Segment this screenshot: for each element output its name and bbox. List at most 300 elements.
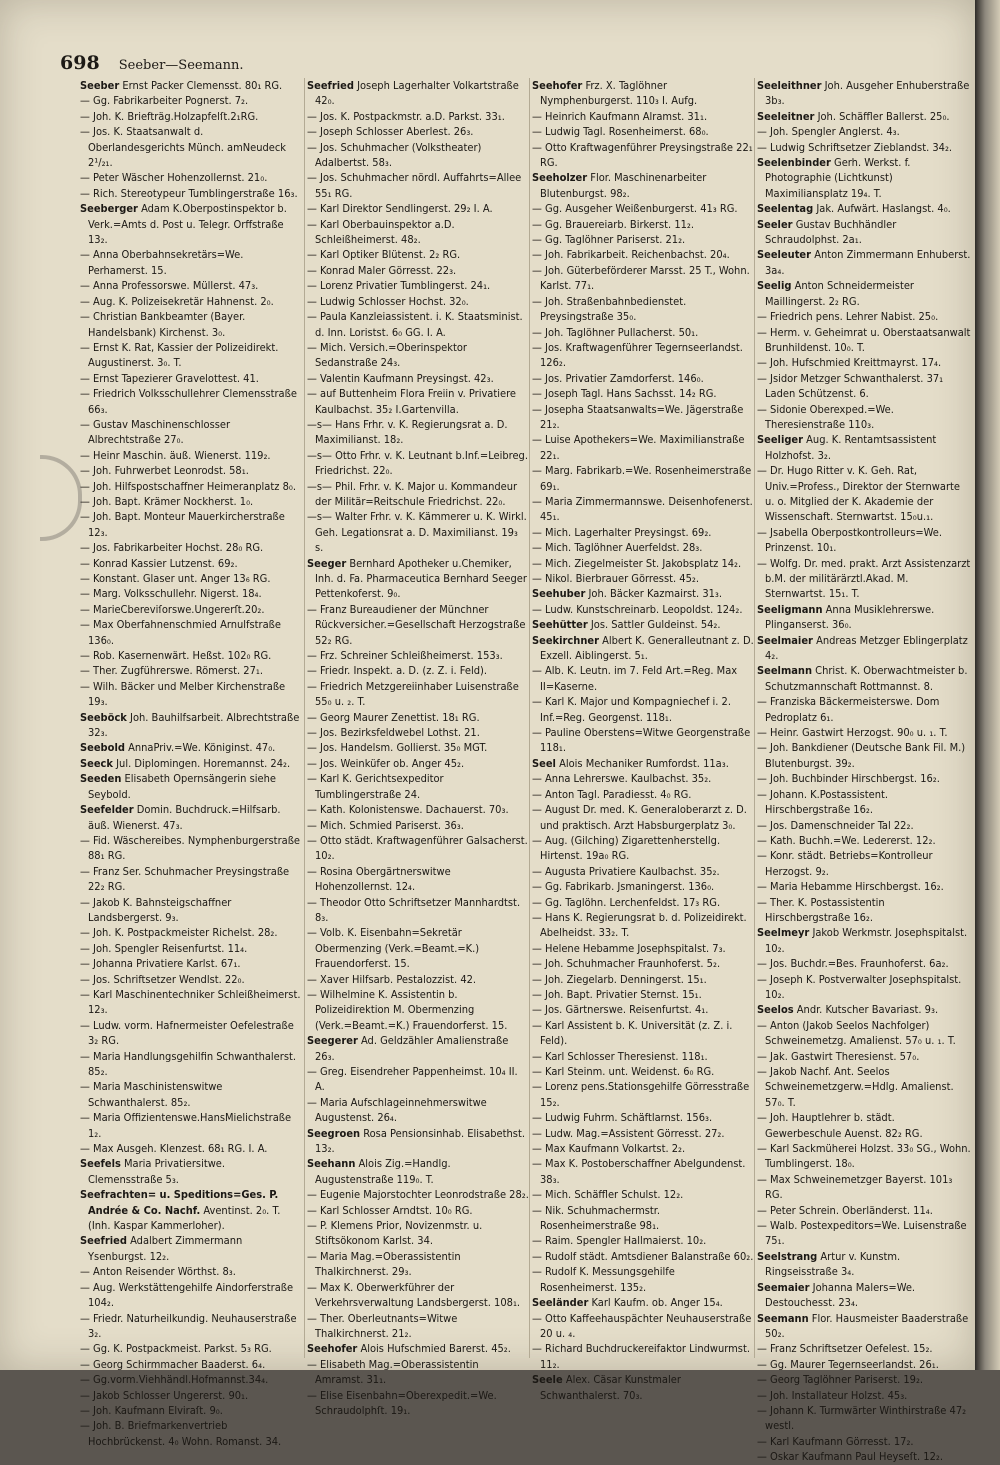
directory-entry bbox=[307, 740, 529, 755]
entry-details: — Joh. K. Briefträg.Holzapfelſt.2₁RG. bbox=[80, 109, 259, 123]
directory-entry bbox=[307, 602, 529, 648]
entry-details: —s— Otto Frhr. v. K. Leutnant b.Inf.=Leibreg. Friedrichst. 22₀. bbox=[307, 448, 528, 478]
entry-details: — Ludw. vorm. Hafnermeister Oefelestraße 3₂ RG. bbox=[80, 1018, 294, 1048]
entry-details: Anton Zimmermann Enhuberst. 3a₄. bbox=[765, 248, 971, 277]
directory-entry bbox=[80, 771, 302, 802]
entry-details: — Ludw. Kunstschreinarb. Leopoldst. 124₂. bbox=[532, 602, 743, 616]
directory-entry bbox=[757, 771, 971, 786]
directory-entry bbox=[532, 617, 754, 632]
directory-entry bbox=[307, 710, 529, 725]
entry-details: — Marg. Volksschullehr. Nigerst. 18₄. bbox=[80, 587, 262, 601]
directory-entry bbox=[307, 756, 529, 771]
directory-entry bbox=[80, 925, 302, 940]
directory-entry bbox=[307, 140, 529, 171]
entry-details: — Friedrich pens. Lehrer Nabist. 25₀. bbox=[757, 310, 939, 324]
column-1 bbox=[80, 78, 302, 1448]
directory-entry bbox=[532, 170, 754, 201]
directory-entry bbox=[532, 833, 754, 864]
entry-details: — Valentin Kaufmann Preysingst. 42₃. bbox=[307, 371, 494, 385]
directory-entry bbox=[80, 1341, 302, 1356]
directory-entry bbox=[757, 1064, 971, 1110]
directory-entry bbox=[307, 217, 529, 248]
entry-details: — Jak. Gastwirt Theresienst. 57₀. bbox=[757, 1049, 920, 1063]
directory-entry bbox=[757, 140, 971, 155]
directory-entry bbox=[757, 972, 971, 1003]
directory-entry bbox=[307, 1357, 529, 1388]
entry-surname: Seeleitner bbox=[757, 109, 815, 123]
directory-entry bbox=[532, 586, 754, 601]
directory-entry bbox=[532, 1141, 754, 1156]
directory-entry bbox=[80, 679, 302, 710]
directory-entry bbox=[307, 1218, 529, 1249]
entry-details: — Konrad Maler Görresst. 22₃. bbox=[307, 263, 457, 277]
entry-surname: Seelenbinder bbox=[757, 156, 831, 170]
entry-details: Anna Musiklehrerswe. Plinganserst. 36₀. bbox=[765, 602, 935, 632]
directory-entry bbox=[307, 987, 529, 1033]
entry-details: — Gg. Taglöhner Pariserst. 21₂. bbox=[532, 233, 686, 247]
entry-details: — Jos. Kraftwagenführer Tegernseerlandst. 126₂. bbox=[532, 340, 743, 370]
directory-entry bbox=[80, 1110, 302, 1141]
directory-entry bbox=[80, 556, 302, 571]
entry-details: — Joh. Buchbinder Hirschbergst. 16₂. bbox=[757, 772, 940, 786]
directory-entry bbox=[757, 556, 971, 602]
entry-details: — Joseph K. Postverwalter Josephspitalst. 10₂. bbox=[757, 972, 962, 1001]
entry-surname: Seeleuter bbox=[757, 248, 812, 262]
entry-details: — Jos. Schuhmacher nördl. Auffahrts=Allee 55₁ RG. bbox=[307, 171, 522, 200]
entry-details: Jakob Werkmstr. Josephspitalst. 10₂. bbox=[765, 926, 968, 955]
entry-surname: Seefrachten= u. Speditions=Ges. P. Andrée & Co. Nachf. bbox=[80, 1188, 279, 1217]
entry-details: — Herm. v. Geheimrat u. Oberstaatsanwalt Brunhildenst. 10₀. T. bbox=[757, 325, 971, 354]
entry-surname: Seelos bbox=[757, 1003, 794, 1017]
directory-entry bbox=[80, 201, 302, 247]
directory-entry bbox=[532, 1110, 754, 1125]
directory-entry bbox=[532, 802, 754, 833]
directory-entry bbox=[80, 941, 302, 956]
entry-details: — Jos. Schriftsetzer Wendlst. 22₀. bbox=[80, 972, 245, 986]
entry-details: Joh. Bäcker Kazmairst. 31₃. bbox=[585, 587, 723, 601]
entry-details: — Frz. Schreiner Schleißheimerst. 153₃. bbox=[307, 649, 503, 663]
entry-surname: Seefelder bbox=[80, 803, 134, 817]
entry-details: Flor. Maschinenarbeiter Blutenburgst. 98₂. bbox=[540, 171, 707, 200]
entry-details: — Ludw. Mag.=Assistent Görresst. 27₂. bbox=[532, 1126, 725, 1140]
directory-entry bbox=[307, 1341, 529, 1356]
entry-details: — Joh. Straßenbahnbedienstet. Preysingstraße 35₀. bbox=[532, 294, 687, 324]
entry-details: Maria Privatiersitwe. Clemensstraße 5₃. bbox=[88, 1157, 226, 1186]
directory-entry bbox=[757, 694, 971, 725]
entry-details: — Joh. Spengler Anglerst. 4₃. bbox=[757, 125, 900, 139]
entry-surname: Seemaier bbox=[757, 1280, 810, 1294]
entry-details: — Max Schweinemetzger Bayerst. 101₃ RG. bbox=[757, 1172, 953, 1202]
entry-details: Joh. Ausgeher Enhuberstraße 3b₃. bbox=[765, 79, 970, 108]
directory-entry bbox=[757, 109, 971, 124]
directory-entry bbox=[532, 1187, 754, 1202]
directory-entry bbox=[80, 509, 302, 540]
directory-entry bbox=[80, 1403, 302, 1418]
entry-details: — Elise Eisenbahn=Oberexpedit.=We. Schraudolphſt. 19₁. bbox=[307, 1388, 497, 1417]
entry-surname: Seehuber bbox=[532, 587, 586, 601]
entry-surname: Seeländer bbox=[532, 1296, 589, 1310]
entry-details: — Maria Aufschlageinnehmerswitwe Augustenst. 26₄. bbox=[307, 1095, 487, 1125]
entry-details: — Friedr. Naturheilkundig. Neuhauserstraße 3₂. bbox=[80, 1311, 297, 1340]
directory-entry bbox=[80, 1372, 302, 1387]
entry-details: — Karl K. Gerichtsexpeditor Tumblingerstraße 24. bbox=[307, 772, 444, 801]
entry-details: — Friedrich Volksschullehrer Clemensstraße 66₃. bbox=[80, 387, 297, 416]
entry-details: — Dr. Hugo Ritter v. K. Geh. Rat, Univ.=Profess., Direktor der Sternwarte u. o. Mitglied der K. Akademie der Wissenschaft. Sternwartst. 15₀u.₁. bbox=[757, 464, 960, 524]
directory-entry bbox=[532, 694, 754, 725]
entry-details: — Joh. Hilfspostschaffner Heimeranplatz 8₀. bbox=[80, 479, 296, 493]
entry-details: — Max Oberfahnenschmied Arnulfstraße 136₀. bbox=[80, 618, 282, 647]
column-divider bbox=[304, 78, 305, 1358]
directory-entry bbox=[307, 124, 529, 139]
entry-surname: Seeholzer bbox=[532, 171, 588, 185]
directory-entry bbox=[757, 1280, 971, 1311]
entry-details: — Karl Schlosser Theresienst. 118₁. bbox=[532, 1049, 708, 1063]
entry-details: —s— Phil. Frhr. v. K. Major u. Kommandeur der Militär=Reitschule Friedrichst. 22₀. bbox=[307, 479, 518, 508]
directory-entry bbox=[532, 725, 754, 756]
entry-details: — Pauline Oberstens=Witwe Georgenstraße 118₁. bbox=[532, 726, 751, 755]
directory-entry bbox=[757, 925, 971, 956]
directory-entry bbox=[80, 1187, 302, 1233]
directory-entry bbox=[757, 201, 971, 216]
directory-entry bbox=[307, 278, 529, 293]
entry-details: — Gg. Brauereiarb. Birkerst. 11₂. bbox=[532, 217, 695, 231]
entry-surname: Seehofer bbox=[532, 79, 583, 92]
directory-entry bbox=[757, 217, 971, 248]
entry-details: — Konrad Kassier Lutzenst. 69₂. bbox=[80, 556, 238, 570]
entry-details: — Friedr. Inspekt. a. D. (z. Z. i. Feld). bbox=[307, 664, 487, 678]
entry-surname: Seel bbox=[532, 756, 556, 770]
directory-entry bbox=[532, 247, 754, 262]
directory-entry bbox=[757, 663, 971, 694]
directory-entry bbox=[80, 586, 302, 601]
directory-entry bbox=[532, 956, 754, 971]
entry-details: — Elisabeth Mag.=Oberassistentin Amramst. 31₁. bbox=[307, 1357, 479, 1387]
entry-details: — Wilh. Bäcker und Melber Kirchenstraße 19₃. bbox=[80, 679, 286, 709]
entry-details: — Franziska Bäckermeisterswe. Dom Pedroplatz 6₁. bbox=[757, 695, 940, 724]
directory-entry bbox=[80, 170, 302, 185]
directory-entry bbox=[307, 294, 529, 309]
entry-details: — Heinrich Kaufmann Alramst. 31₁. bbox=[532, 109, 708, 123]
directory-entry bbox=[757, 463, 971, 525]
directory-entry bbox=[307, 417, 529, 448]
entry-details: — Richard Buchdruckereifaktor Lindwurmst. 11₂. bbox=[532, 1342, 750, 1371]
entry-details: — Karl Kaufmann Görresst. 17₂. bbox=[757, 1434, 914, 1448]
entry-details: — Walb. Postexpeditors=We. Luisenstraße 75₁. bbox=[757, 1219, 967, 1248]
entry-surname: Seelmeyr bbox=[757, 926, 810, 940]
directory-entry bbox=[80, 417, 302, 448]
entry-details: — Gg. Maurer Tegernseerlandst. 26₁. bbox=[757, 1357, 939, 1371]
directory-entry bbox=[757, 1203, 971, 1218]
entry-details: — Jos. K. Staatsanwalt d. Oberlandesgerichts Münch. amNeudeck 2¹/₂₁. bbox=[80, 125, 287, 170]
directory-entry bbox=[757, 602, 971, 633]
entry-details: — Karl Oberbauinspektor a.D. Schleißheimerst. 48₂. bbox=[307, 217, 455, 247]
directory-entry bbox=[307, 371, 529, 386]
directory-entry bbox=[80, 972, 302, 987]
entry-details: — Max Kaufmann Volkartst. 2₂. bbox=[532, 1142, 686, 1156]
directory-entry bbox=[307, 818, 529, 833]
page-number: 698 bbox=[60, 52, 100, 74]
entry-details: Jul. Diplomingen. Horemannst. 24₂. bbox=[113, 756, 291, 770]
directory-entry bbox=[757, 895, 971, 926]
entry-surname: Seehann bbox=[307, 1157, 356, 1171]
directory-entry bbox=[532, 771, 754, 786]
entry-details: Karl Kaufm. ob. Anger 15₄. bbox=[588, 1296, 723, 1310]
entry-details: Frz. X. Taglöhner Nymphenburgerst. 110₃ I. Aufg. bbox=[540, 79, 698, 108]
entry-details: — August Dr. med. K. Generaloberarzt z. D. und praktisch. Arzt Habsburgerplatz 3₀. bbox=[532, 803, 747, 832]
entry-details: — Mich. Lagerhalter Preysingst. 69₂. bbox=[532, 525, 712, 539]
entry-surname: Seelentag bbox=[757, 202, 814, 216]
entry-surname: Seeler bbox=[757, 217, 793, 231]
entry-details: Jak. Aufwärt. Haslangst. 4₀. bbox=[813, 202, 951, 216]
directory-entry bbox=[307, 247, 529, 262]
entry-details: — Karl Optiker Blütenst. 2₂ RG. bbox=[307, 248, 461, 262]
entry-details: — Rudolf städt. Amtsdiener Balanstraße 60₂. bbox=[532, 1249, 754, 1263]
entry-details: — Joh. Fabrikarbeit. Reichenbachst. 20₄. bbox=[532, 248, 730, 262]
entry-details: — Joseph Schlosser Aberlest. 26₃. bbox=[307, 125, 474, 139]
directory-entry bbox=[80, 740, 302, 755]
directory-entry bbox=[757, 325, 971, 356]
entry-details: — Jakob K. Bahnsteigschaffner Landsbergerst. 9₃. bbox=[80, 895, 232, 924]
entry-details: — Maria Offizientenswe.HansMielichstraße 1₂. bbox=[80, 1111, 292, 1140]
directory-entry bbox=[80, 1264, 302, 1279]
entry-details: Elisabeth Opernsängerin siehe Seybold. bbox=[88, 772, 276, 801]
entry-details: — Josepha Staatsanwalts=We. Jägerstraße 21₂. bbox=[532, 402, 744, 431]
entry-surname: Seebold bbox=[80, 741, 125, 755]
directory-entry bbox=[80, 617, 302, 648]
entry-details: Anton Schneidermeister Maillingerst. 2₂ RG. bbox=[765, 279, 914, 308]
directory-entry bbox=[80, 386, 302, 417]
directory-entry bbox=[80, 93, 302, 108]
directory-entry bbox=[80, 663, 302, 678]
entry-details: — Joh. Installateur Holzst. 45₃. bbox=[757, 1388, 908, 1402]
directory-entry bbox=[532, 663, 754, 694]
entry-surname: Seelstrang bbox=[757, 1249, 818, 1263]
entry-details: — Karl Sackmüherei Holzst. 33₀ SG., Wohn. Tumblingerst. 18₀. bbox=[757, 1142, 971, 1171]
directory-entry bbox=[307, 648, 529, 663]
directory-entry bbox=[757, 848, 971, 879]
directory-entry bbox=[532, 540, 754, 555]
entry-details: Joh. Bauhilfsarbeit. Albrechtstraße 32₃. bbox=[88, 710, 300, 740]
entry-details: — Joh. B. Briefmarkenvertrieb Hochbrückenst. 4₀ Wohn. Romanst. 34. bbox=[80, 1419, 282, 1448]
directory-entry bbox=[307, 78, 529, 109]
directory-entry bbox=[532, 879, 754, 894]
entry-details: — Gg. K. Postpackmeist. Parkst. 5₃ RG. bbox=[80, 1342, 272, 1356]
directory-entry bbox=[757, 740, 971, 771]
entry-details: Domin. Buchdruck.=Hilfsarb. äuß. Wienerst. 47₃. bbox=[88, 803, 281, 832]
entry-details: Joh. Schäffler Ballerst. 25₀. bbox=[814, 109, 950, 123]
directory-entry bbox=[532, 1018, 754, 1049]
entry-details: — Franz Bureaudiener der Münchner Rückversicher.=Gesellschaft Herzogstraße 52₂ RG. bbox=[307, 602, 526, 647]
entry-details: — Luise Apothekers=We. Maximilianstraße 22₁. bbox=[532, 433, 745, 462]
entry-surname: Seegerer bbox=[307, 1034, 358, 1048]
entry-surname: Seefels bbox=[80, 1157, 121, 1171]
directory-entry bbox=[532, 325, 754, 340]
directory-entry bbox=[307, 1203, 529, 1218]
entry-details: — Anna Oberbahnsekretärs=We. Perhamerst. 15. bbox=[80, 248, 244, 277]
directory-entry bbox=[307, 925, 529, 971]
directory-entry bbox=[757, 432, 971, 463]
entry-details: — Joh. Kaufmann Elviraſt. 9₀. bbox=[80, 1403, 223, 1417]
entry-details: Andreas Metzger Eblingerplatz 4₂. bbox=[765, 633, 968, 663]
entry-details: — Nikol. Bierbrauer Görresst. 45₂. bbox=[532, 572, 699, 585]
entry-surname: Seegroen bbox=[307, 1126, 361, 1140]
directory-entry bbox=[757, 525, 971, 556]
entry-details: — Anna Professorswe. Müllerst. 47₃. bbox=[80, 279, 259, 293]
entry-details: — Jos. K. Postpackmstr. a.D. Parkst. 33₁. bbox=[307, 109, 505, 123]
directory-entry bbox=[532, 910, 754, 941]
entry-details: Christ. K. Oberwachtmeister b. Schutzmannschaft Rottmannst. 8. bbox=[765, 664, 968, 693]
directory-entry bbox=[307, 1156, 529, 1187]
directory-entry bbox=[532, 787, 754, 802]
entry-details: — Theodor Otto Schriftsetzer Mannhardtst. 8₃. bbox=[307, 895, 521, 924]
entry-details: — Gustav Maschinenschlosser Albrechtstraße 27₀. bbox=[80, 417, 231, 447]
entry-details: — Ludwig Fuhrm. Schäftlarnst. 156₃. bbox=[532, 1111, 713, 1125]
directory-entry bbox=[757, 1372, 971, 1387]
directory-entry bbox=[307, 448, 529, 479]
directory-entry bbox=[80, 864, 302, 895]
directory-entry bbox=[532, 1156, 754, 1187]
entry-surname: Seehofer bbox=[307, 1342, 358, 1356]
entry-surname: Seeligmann bbox=[757, 602, 823, 616]
entry-surname: Seele bbox=[532, 1373, 563, 1387]
directory-entry bbox=[532, 941, 754, 956]
entry-surname: Seeböck bbox=[80, 710, 127, 724]
column-divider bbox=[529, 78, 530, 1358]
directory-entry bbox=[532, 232, 754, 247]
directory-entry bbox=[80, 571, 302, 586]
entry-details: — Johanna Privatiere Karlst. 67₁. bbox=[80, 957, 241, 971]
entry-details: — Greg. Eisendreher Pappenheimst. 10₄ II. A. bbox=[307, 1065, 518, 1094]
directory-entry bbox=[80, 833, 302, 864]
entry-details: Flor. Hausmeister Baaderstraße 50₂. bbox=[765, 1311, 969, 1340]
entry-details: — Georg Maurer Zenettist. 18₁ RG. bbox=[307, 710, 480, 724]
entry-details: Alois Zig.=Handlg. Augustenstraße 119₀. T. bbox=[315, 1157, 451, 1186]
entry-details: — Maria Hebamme Hirschbergst. 16₂. bbox=[757, 880, 944, 894]
running-head: Seeber—Seemann. bbox=[118, 58, 244, 73]
directory-entry bbox=[757, 1218, 971, 1249]
column-2 bbox=[307, 78, 529, 1417]
directory-entry bbox=[757, 78, 971, 109]
entry-details: — Jos. Bezirksfeldwebel Lothst. 21. bbox=[307, 726, 480, 740]
entry-details: — Mich. Ziegelmeister St. Jakobsplatz 14₂. bbox=[532, 556, 742, 570]
entry-details: — Mich. Versich.=Oberinspektor Sedanstraße 24₃. bbox=[307, 340, 467, 370]
entry-details: — Otto Kraftwagenführer Preysingstraße 22₁ RG. bbox=[532, 140, 753, 170]
directory-entry bbox=[80, 1388, 302, 1403]
directory-entry bbox=[757, 1357, 971, 1372]
entry-details: — Sidonie Oberexped.=We. Theresienstraße 110₃. bbox=[757, 402, 894, 431]
entry-details: — Jos. Damenschneider Tal 22₂. bbox=[757, 818, 914, 832]
directory-entry bbox=[757, 1049, 971, 1064]
entry-details: — Joh. Bapt. Krämer Nockherst. 1₀. bbox=[80, 494, 254, 508]
entry-details: — Paula Kanzleiassistent. i. K. Staatsminist. d. Inn. Loristst. 6₀ GG. I. A. bbox=[307, 310, 523, 339]
directory-entry bbox=[532, 140, 754, 171]
entry-details: Adam K.Oberpostinspektor b. Verk.=Amts d. Post u. Telegr. Orffstraße 13₂. bbox=[88, 202, 287, 247]
directory-entry bbox=[757, 1141, 971, 1172]
entry-details: — Jos. Buchdr.=Bes. Fraunhoferst. 6a₂. bbox=[757, 957, 949, 971]
directory-entry bbox=[307, 1064, 529, 1095]
entry-details: — Augusta Privatiere Kaulbachst. 35₂. bbox=[532, 864, 720, 878]
directory-entry bbox=[532, 1341, 754, 1372]
directory-entry bbox=[80, 895, 302, 926]
entry-details: — Gg. Taglöhn. Lerchenfeldst. 17₃ RG. bbox=[532, 895, 721, 909]
directory-entry bbox=[532, 1372, 754, 1403]
entry-details: — Joh. Fuhrwerbet Leonrodst. 58₁. bbox=[80, 464, 249, 478]
directory-entry bbox=[307, 1095, 529, 1126]
directory-entry bbox=[80, 479, 302, 494]
entry-details: Aventinst. 2₀. T. (Inh. Kaspar Kammerloher). bbox=[88, 1203, 281, 1233]
entry-details: — Mich. Taglöhner Auerfeldst. 28₃. bbox=[532, 541, 703, 555]
entry-details: — Joh. Hufschmied Kreittmayrst. 17₄. bbox=[757, 356, 942, 370]
entry-details: — Helene Hebamme Josephspitalst. 7₃. bbox=[532, 941, 726, 955]
entry-details: —s— Hans Frhr. v. K. Regierungsrat a. D. Maximilianst. 18₂. bbox=[307, 417, 508, 447]
entry-details: — MarieCbereviſorswe.Ungererſt.20₂. bbox=[80, 602, 265, 616]
directory-entry bbox=[80, 1418, 302, 1449]
directory-entry bbox=[532, 1295, 754, 1310]
entry-details: — Marg. Fabrikarb.=We. Rosenheimerstraße 69₁. bbox=[532, 464, 752, 493]
directory-entry bbox=[757, 155, 971, 201]
directory-entry bbox=[80, 78, 302, 93]
directory-entry bbox=[532, 633, 754, 664]
entry-details: Albert K. Generalleutnant z. D. Exzell. Aiblingerst. 5₁. bbox=[540, 633, 754, 663]
directory-entry bbox=[532, 987, 754, 1002]
entry-details: — Jos. Weinküfer ob. Anger 45₂. bbox=[307, 756, 465, 770]
directory-entry bbox=[80, 710, 302, 741]
entry-details: — Heinr. Gastwirt Herzogst. 90₀ u. ₁. T. bbox=[757, 726, 948, 740]
directory-entry bbox=[80, 448, 302, 463]
entry-details: — Joh. Ziegelarb. Denningerst. 15₁. bbox=[532, 972, 707, 986]
entry-details: — Rudolf K. Messungsgehilfe Rosenheimerst. 135₂. bbox=[532, 1265, 675, 1294]
entry-details: — Rob. Kasernenwärt. Heßst. 102₀ RG. bbox=[80, 649, 272, 663]
directory-entry bbox=[532, 386, 754, 401]
entry-details: — Johann. K.Postassistent. Hirschbergstraße 16₂. bbox=[757, 787, 889, 817]
directory-entry bbox=[80, 1233, 302, 1264]
directory-entry bbox=[80, 1141, 302, 1156]
directory-entry bbox=[757, 633, 971, 664]
page-header bbox=[60, 52, 960, 78]
entry-details: — Max K. Oberwerkführer der Verkehrsverwaltung Landsbergerst. 108₁. bbox=[307, 1280, 521, 1310]
entry-details: — Kath. Kolonistenswe. Dachauerst. 70₃. bbox=[307, 803, 509, 817]
directory-entry bbox=[532, 340, 754, 371]
directory-entry bbox=[532, 1203, 754, 1234]
entry-details: — Gg. Fabrikarb. Jsmaningerst. 136₀. bbox=[532, 880, 715, 894]
entry-details: — Rosina Obergärtnerswitwe Hohenzollernst. 12₄. bbox=[307, 864, 451, 894]
entry-details: — auf Buttenheim Flora Freiin v. Privatiere Kaulbachst. 35₂ I.Gartenvilla. bbox=[307, 387, 516, 416]
directory-entry bbox=[80, 1357, 302, 1372]
entry-details: — Joh. Spengler Reisenfurtst. 11₄. bbox=[80, 941, 248, 955]
directory-entry bbox=[532, 1233, 754, 1248]
directory-entry bbox=[532, 895, 754, 910]
directory-entry bbox=[307, 771, 529, 802]
entry-surname: Seeden bbox=[80, 772, 122, 786]
entry-details: — Xaver Hilfsarb. Pestalozzist. 42. bbox=[307, 972, 477, 986]
entry-details: — Ludwig Schlosser Hochst. 32₀. bbox=[307, 294, 469, 308]
directory-entry bbox=[80, 602, 302, 617]
entry-details: Artur v. Kunstm. Ringseisstraße 3₄. bbox=[765, 1249, 901, 1279]
directory-entry bbox=[532, 1064, 754, 1079]
directory-entry bbox=[80, 309, 302, 340]
directory-entry bbox=[757, 1388, 971, 1403]
entry-details: — Karl K. Major und Kompagniechef i. 2. Inf.=Reg. Georgenst. 118₁. bbox=[532, 695, 731, 724]
directory-entry bbox=[757, 371, 971, 402]
directory-entry bbox=[80, 956, 302, 971]
entry-details: — Max Ausgeh. Klenzest. 68₁ RG. I. A. bbox=[80, 1142, 268, 1156]
directory-entry bbox=[307, 109, 529, 124]
entry-details: — Aug. K. Polizeisekretär Hahnenst. 2₀. bbox=[80, 294, 274, 308]
directory-entry bbox=[532, 1002, 754, 1017]
entry-details: — Fid. Wäschereibes. Nymphenburgerstraße 88₁ RG. bbox=[80, 833, 301, 863]
entry-details: — Georg Taglöhner Pariserst. 19₂. bbox=[757, 1373, 924, 1387]
entry-details: — Franz Ser. Schuhmacher Preysingstraße 22₂ RG. bbox=[80, 864, 290, 894]
